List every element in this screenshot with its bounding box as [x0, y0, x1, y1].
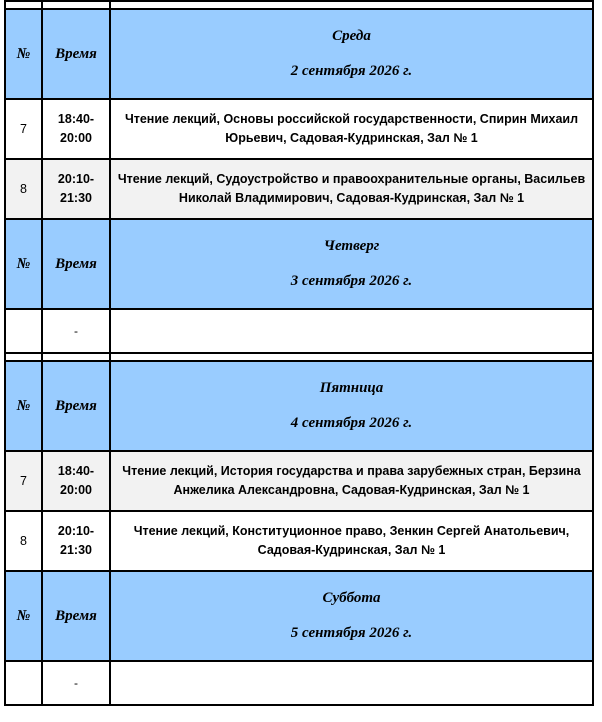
lesson-desc: Чтение лекций, Основы российской государственности, Спирин Михаил Юрьевич, Садовая-Кудринская, Зал № 1 [110, 99, 593, 159]
empty-lesson-row [5, 309, 593, 353]
lesson-num: 7 [5, 451, 42, 511]
header-day [110, 219, 593, 309]
header-day [110, 9, 593, 99]
spacer-cell [42, 1, 110, 9]
header-num: № [5, 361, 42, 451]
header-day [110, 571, 593, 661]
lesson-time: - [42, 661, 110, 705]
spacer-cell [5, 1, 42, 9]
day-name: Суббота [322, 590, 381, 606]
spacer-cell [5, 353, 42, 361]
empty-lesson-row [5, 661, 593, 705]
lesson-desc: Чтение лекций, Конституционное право, Зенкин Сергей Анатольевич, Садовая-Кудринская, Зал № 1 [110, 511, 593, 571]
lesson-time: 18:40-20:00 [42, 451, 110, 511]
lesson-desc: Чтение лекций, История государства и права зарубежных стран, Берзина Анжелика Александровна, Садовая-Кудринская, Зал № 1 [110, 451, 593, 511]
lesson-num: 7 [5, 99, 42, 159]
top-spacer-row [5, 1, 593, 9]
day-header-saturday [5, 571, 593, 661]
header-num: № [5, 9, 42, 99]
lesson-row [5, 99, 593, 159]
day-date: 4 сентября 2026 г. [290, 415, 413, 431]
lesson-row [5, 511, 593, 571]
day-name: Пятница [319, 380, 384, 396]
lesson-desc: Чтение лекций, Судоустройство и правоохранительные органы, Васильев Николай Владимирович, Садовая-Кудринская, Зал № 1 [110, 159, 593, 219]
lesson-num: 8 [5, 511, 42, 571]
header-num: № [5, 219, 42, 309]
spacer-cell [110, 353, 593, 361]
lesson-time: 20:10-21:30 [42, 511, 110, 571]
lesson-row [5, 451, 593, 511]
header-time: Время [42, 9, 110, 99]
day-name: Среда [332, 28, 371, 44]
lesson-time: - [42, 309, 110, 353]
day-name: Четверг [323, 238, 380, 254]
day-date: 5 сентября 2026 г. [290, 625, 413, 641]
spacer-cell [110, 1, 593, 9]
lesson-time: 18:40-20:00 [42, 99, 110, 159]
header-time: Время [42, 219, 110, 309]
lesson-row [5, 159, 593, 219]
schedule-table [4, 0, 594, 706]
lesson-desc [110, 661, 593, 705]
day-header-thursday [5, 219, 593, 309]
day-date: 2 сентября 2026 г. [290, 63, 413, 79]
lesson-time: 20:10-21:30 [42, 159, 110, 219]
header-time: Время [42, 571, 110, 661]
spacer-row [5, 353, 593, 361]
spacer-cell [42, 353, 110, 361]
lesson-desc [110, 309, 593, 353]
day-date: 3 сентября 2026 г. [290, 273, 413, 289]
lesson-num [5, 309, 42, 353]
lesson-num [5, 661, 42, 705]
header-time: Время [42, 361, 110, 451]
lesson-num: 8 [5, 159, 42, 219]
header-num: № [5, 571, 42, 661]
day-header-friday [5, 361, 593, 451]
header-day [110, 361, 593, 451]
day-header-wednesday [5, 9, 593, 99]
